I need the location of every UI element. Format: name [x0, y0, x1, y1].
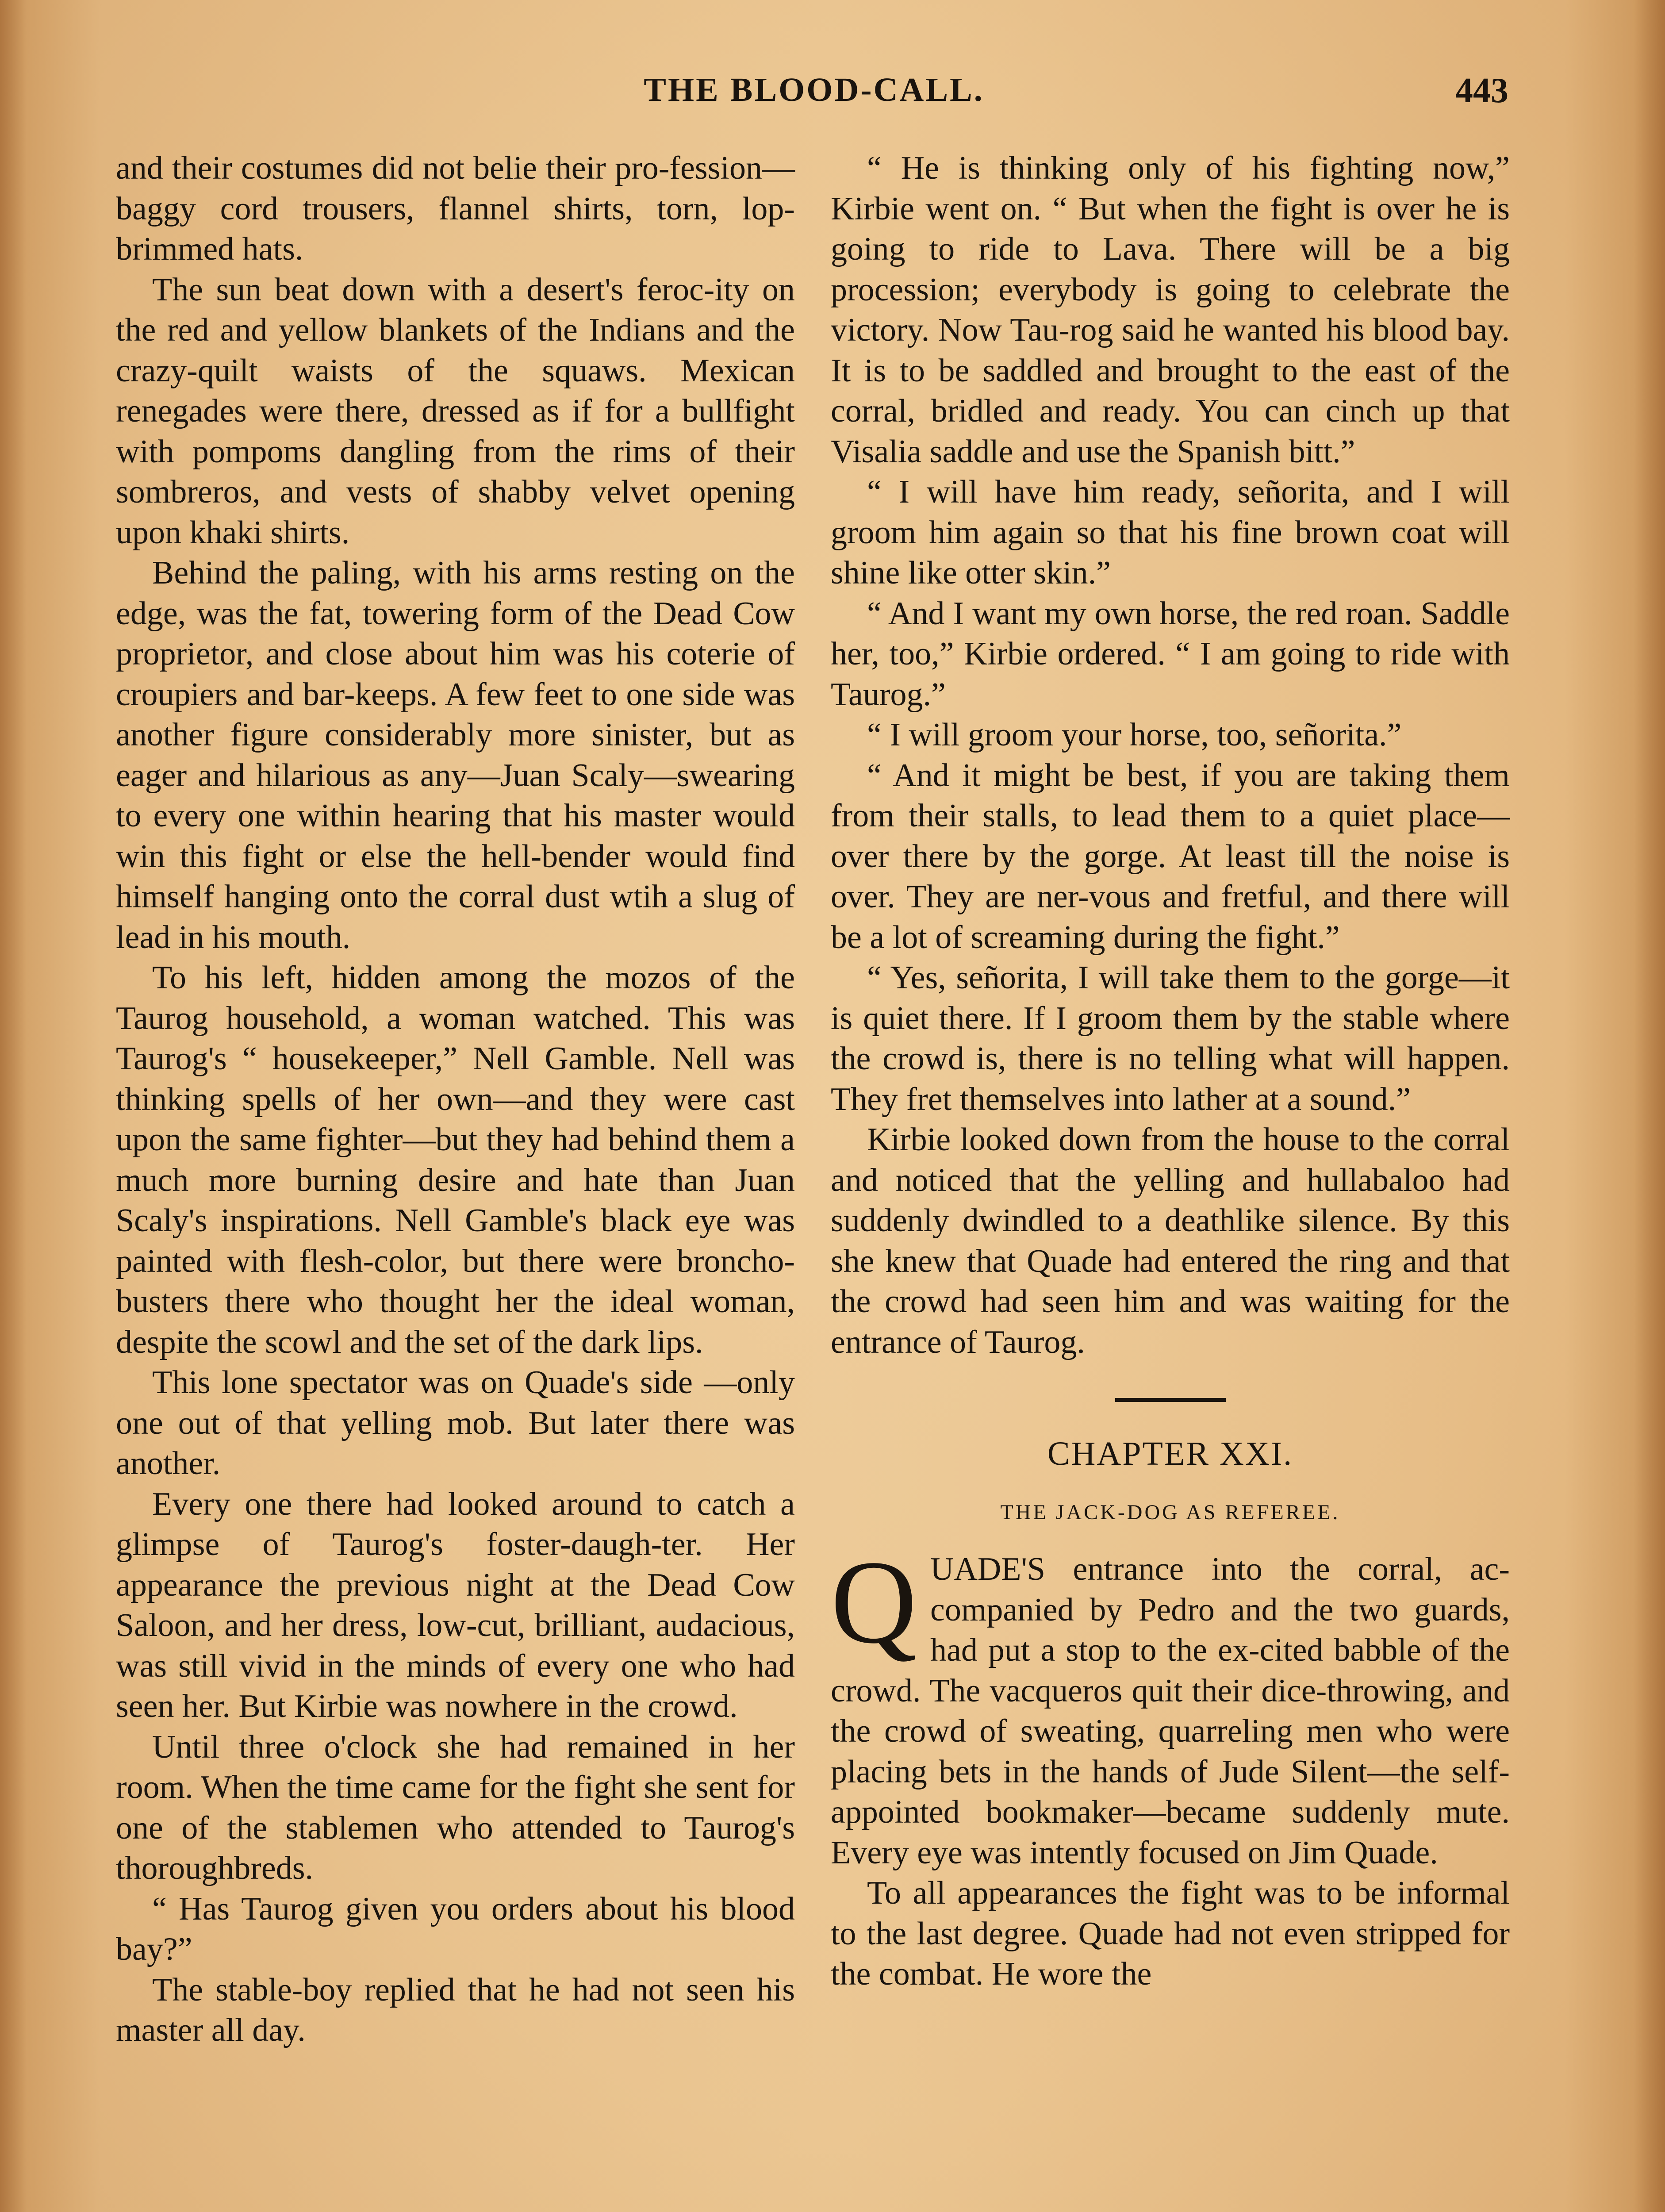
- paragraph: This lone spectator was on Quade's side —only one out of that yelling mob. But later there was another.: [116, 1364, 795, 1482]
- page-header: [119, 71, 1508, 119]
- paragraph: Behind the paling, with his arms resting on the edge, was the fat, towering form of the Dead Cow proprietor, and close about him was his coterie of croupiers and bar-keeps. A few feet to one side was another figure considerably more sinister, but as eager and hilarious as any—Juan Scaly—swearing to every one within hearing that his master would win this fight or else the hell-bender would find himself hanging onto the corral dust wtih a slug of lead in his mouth.: [116, 555, 795, 956]
- paragraph: Kirbie looked down from the house to the corral and noticed that the yelling and hullabaloo had suddenly dwindled to a deathlike silence. By this she knew that Quade had entered the ring and that the crowd had seen him and was waiting for the entrance of Taurog.: [831, 1121, 1510, 1360]
- paragraph: To his left, hidden among the mozos of the Taurog household, a woman watched. This was Taurog's “ housekeeper,” Nell Gamble. Nell was thinking spells of her own—and they were cast upon the same fighter—but they had behind them a much more burning desire and hate than Juan Scaly's inspirations. Nell Gamble's black eye was painted with flesh-color, but there were broncho-busters there who thought her the ideal woman, despite the scowl and the set of the dark lips.: [116, 960, 795, 1360]
- chapter-subtitle: THE JACK-DOG AS REFEREE.: [1000, 1500, 1340, 1524]
- page-edge-left: [0, 0, 27, 2212]
- paragraph: “ Has Taurog given you orders about his blood bay?”: [116, 1890, 795, 1967]
- page-number: 443: [1455, 71, 1508, 110]
- paragraph: The sun beat down with a desert's feroc-ity on the red and yellow blankets of the Indians and the crazy-quilt waists of the squaws. Mexican renegades were there, dressed as if for a bullfight with pompoms dangling from the rims of their sombreros, and vests of shabby velvet opening upon khaki shirts.: [116, 271, 795, 551]
- section-divider: [1115, 1398, 1226, 1402]
- paragraph: “ I will groom your horse, too, señorita.”: [867, 717, 1402, 753]
- running-title: THE BLOOD-CALL.: [644, 71, 984, 108]
- paragraph: To all appearances the fight was to be informal to the last degree. Quade had not even stripped for the combat. He wore the: [831, 1875, 1510, 1992]
- paragraph: “ Yes, señorita, I will take them to the gorge—it is quiet there. If I groom them by the stable where the crowd is, there is no telling what will happen. They fret themselves into lather at a sound.”: [831, 960, 1510, 1118]
- paragraph: The stable-boy replied that he had not seen his master all day.: [116, 1971, 795, 2048]
- chapter-heading: CHAPTER XXI.: [1047, 1435, 1293, 1472]
- chapter-opening-paragraph: [831, 1536, 1510, 1873]
- paragraph: “ And it might be best, if you are taking them from their stalls, to lead them to a quiet place—over there by the gorge. At least till the noise is over. They are ner-vous and fretful, and there will be a lot of screaming during the fight.”: [831, 757, 1510, 956]
- paragraph: “ He is thinking only of his fighting now,” Kirbie went on. “ But when the fight is over he is going to ride to Lava. There will be a big procession; everybody is going to celebrate the victory. Now Tau-rog said he wanted his blood bay. It is to be saddled and brought to the east of the corral, bridled and ready. You can cinch up that Visalia saddle and use the Spanish bitt.”: [831, 150, 1510, 470]
- left-column: [116, 148, 795, 2051]
- paragraph: and their costumes did not belie their pro-fession—baggy cord trousers, flannel shirts, torn, lop-brimmed hats.: [116, 150, 795, 267]
- paragraph: “ And I want my own horse, the red roan. Saddle her, too,” Kirbie ordered. “ I am going to ride with Taurog.”: [831, 595, 1510, 713]
- page-edge-right: [1634, 0, 1665, 2212]
- drop-cap: Q: [831, 1536, 917, 1668]
- opening-text: UADE'S entrance into the corral, ac-companied by Pedro and the two guards, had put a stop to the ex-cited babble of the crowd. The vacqueros quit their dice-throwing, and the crowd of sweating, quarreling men who were placing bets in the hands of Jude Silent—the self-appointed bookmaker—became suddenly mute. Every eye was intently focused on Jim Quade.: [831, 1551, 1510, 1871]
- paragraph: Until three o'clock she had remained in her room. When the time came for the fight she sent for one of the stablemen who attended to Taurog's thoroughbreds.: [116, 1728, 795, 1886]
- right-column: [831, 148, 1510, 1995]
- paragraph: “ I will have him ready, señorita, and I will groom him again so that his fine brown coat will shine like otter skin.”: [831, 474, 1510, 591]
- paragraph: Every one there had looked around to catch a glimpse of Taurog's foster-daugh-ter. Her appearance the previous night at the Dead Cow Saloon, and her dress, low-cut, brilliant, audacious, was still vivid in the minds of every one who had seen her. But Kirbie was nowhere in the crowd.: [116, 1486, 795, 1724]
